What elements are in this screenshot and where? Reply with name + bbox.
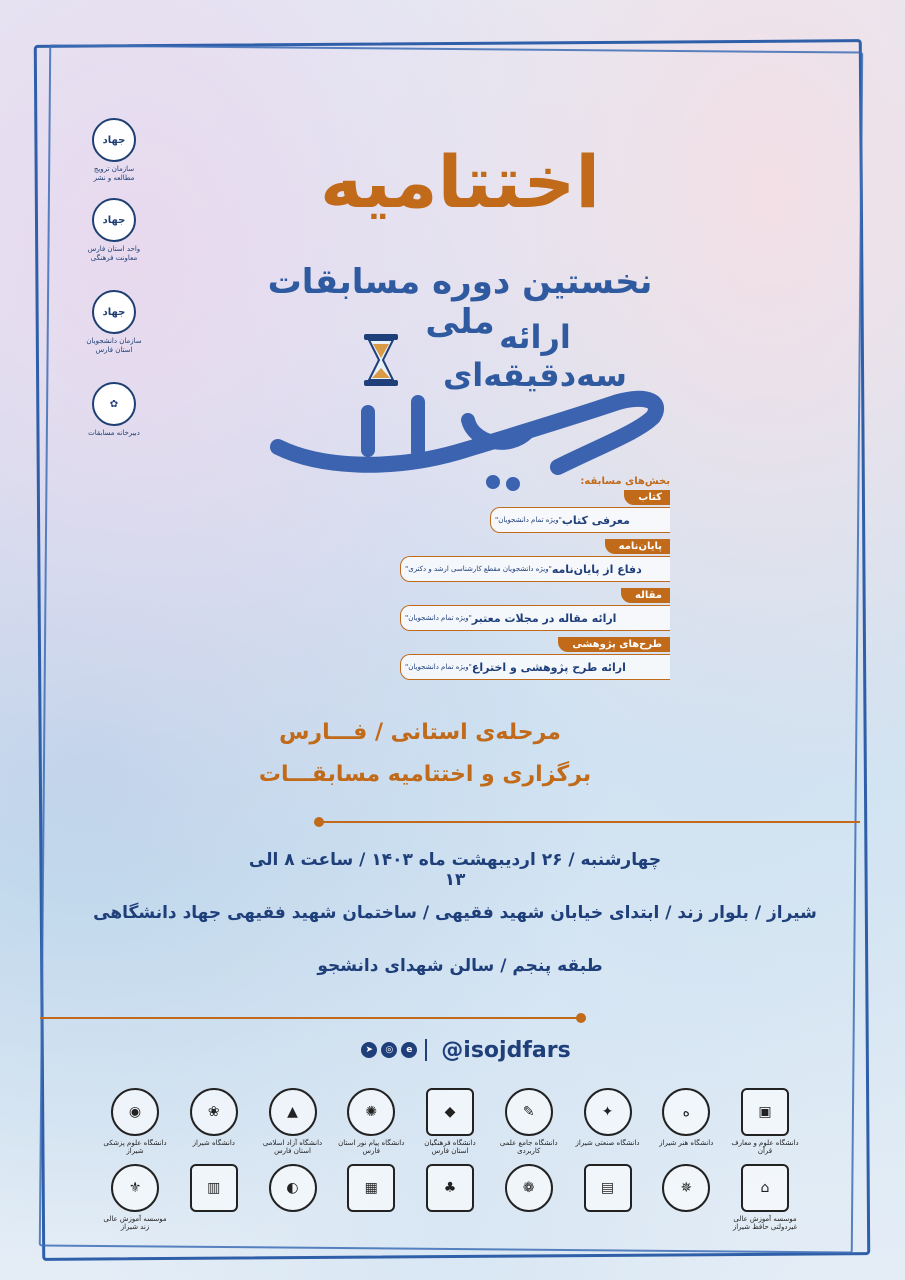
side-logo-3: جهاد سازمان دانشجویان استان فارس	[84, 290, 144, 355]
social-row	[330, 1036, 600, 1064]
institute-logo-icon: ❁	[505, 1164, 553, 1212]
institute-logo-icon: ▤	[584, 1164, 632, 1212]
competition-sections	[400, 476, 670, 686]
partner-logo: ⌂ موسسه آموزش عالی غیردولتی حافظ شیراز	[730, 1164, 800, 1231]
partner-logo	[336, 1164, 406, 1231]
partner-logo: ✺ دانشگاه پیام نور استان فارس	[336, 1088, 406, 1155]
partner-logo: ⚜ موسسه آموزش عالی زند شیراز	[100, 1164, 170, 1231]
partner-logo	[258, 1164, 328, 1231]
section-box: معرفی کتاب "ویژه تمام دانشجویان"	[490, 507, 670, 533]
section-box: ارائه طرح پژوهشی و اختراع "ویژه تمام دانشجویان"	[400, 654, 670, 680]
eitaa-icon[interactable]: e	[401, 1042, 417, 1058]
university-logo-icon: ❀	[190, 1088, 238, 1136]
university-logo-icon: ◆	[426, 1088, 474, 1136]
partner-logo: ◉ دانشگاه علوم پزشکی شیراز	[100, 1088, 170, 1155]
secretariat-logo-icon: ✿	[92, 382, 136, 426]
section-tag: کتاب	[624, 490, 670, 505]
side-logo-1: جهاد سازمان ترویج مطالعه و نشر	[84, 118, 144, 183]
partner-logos-row-1	[100, 1088, 800, 1155]
separator	[425, 1039, 427, 1061]
divider-dot	[314, 817, 324, 827]
partner-logo	[494, 1164, 564, 1231]
university-logo-icon: ▣	[741, 1088, 789, 1136]
sections-heading: بخش‌های مسابقه:	[580, 476, 670, 487]
divider-dot	[576, 1013, 586, 1023]
section-box: دفاع از پایان‌نامه "ویژه دانشجویان مقطع کارشناسی ارشد و دکتری"	[400, 556, 670, 582]
partner-logo	[415, 1164, 485, 1231]
social-handle[interactable]: @isojdfars	[441, 1037, 571, 1063]
jahad-logo-icon: جهاد	[92, 118, 136, 162]
institute-logo-icon: ⌂	[741, 1164, 789, 1212]
telegram-icon[interactable]: ➤	[361, 1042, 377, 1058]
section-tag: پایان‌نامه	[605, 539, 670, 554]
university-logo-icon: ه	[662, 1088, 710, 1136]
university-logo-icon: ✎	[505, 1088, 553, 1136]
partner-logo	[651, 1164, 721, 1231]
university-logo-icon: ✺	[347, 1088, 395, 1136]
university-logo-icon: ✦	[584, 1088, 632, 1136]
stage-line-2: برگزاری و اختتامیه مسابقـــات	[258, 762, 592, 787]
subtitle-line-2: ارائه سه‌دقیقه‌ای	[442, 318, 628, 394]
section-box: ارائه مقاله در مجلات معتبر "ویژه تمام دانشجویان"	[400, 605, 670, 631]
jahad-logo-icon: جهاد	[92, 198, 136, 242]
partner-logo: ▲ دانشگاه آزاد اسلامی استان فارس	[258, 1088, 328, 1155]
partner-logo: ✦ دانشگاه صنعتی شیراز	[573, 1088, 643, 1155]
jahad-logo-icon: جهاد	[92, 290, 136, 334]
section-tag: طرح‌های پژوهشی	[558, 637, 670, 652]
side-logo-2: جهاد واحد استان فارس معاونت فرهنگی	[84, 198, 144, 263]
university-logo-icon: ▲	[269, 1088, 317, 1136]
partner-logo: ❀ دانشگاه شیراز	[179, 1088, 249, 1155]
event-date: چهارشنبه / ۲۶ اردیبهشت ماه ۱۴۰۳ / ساعت ۸ الی ۱۳	[248, 850, 662, 890]
partner-logo: ▣ دانشگاه علوم و معارف قرآن	[730, 1088, 800, 1155]
institute-logo-icon: ♣	[426, 1164, 474, 1212]
institute-logo-icon: ▦	[347, 1164, 395, 1212]
partner-logo	[179, 1164, 249, 1231]
divider-line	[40, 1017, 580, 1019]
svg-text:سدید: سدید	[468, 492, 471, 493]
institute-logo-icon: ▥	[190, 1164, 238, 1212]
side-logo-4: ✿ دبیرخانه مسابقات	[84, 382, 144, 438]
institute-logo-icon: ⚜	[111, 1164, 159, 1212]
institute-logo-icon: ✵	[662, 1164, 710, 1212]
instagram-icon[interactable]: ◎	[381, 1042, 397, 1058]
institute-logo-icon: ◐	[269, 1164, 317, 1212]
partner-logos-row-2	[100, 1164, 800, 1231]
poster-title: اختتامیه	[319, 140, 601, 224]
partner-logo: ◆ دانشگاه فرهنگیان استان فارس	[415, 1088, 485, 1155]
partner-logo: ✎ دانشگاه جامع علمی کاربردی	[494, 1088, 564, 1155]
divider-line	[320, 821, 860, 823]
section-tag: مقاله	[621, 588, 670, 603]
event-floor: طبقه پنجم / سالن شهدای دانشجو	[317, 956, 603, 976]
partner-logo	[573, 1164, 643, 1231]
university-logo-icon: ◉	[111, 1088, 159, 1136]
partner-logo: ه دانشگاه هنر شیراز	[651, 1088, 721, 1155]
event-address: شیراز / بلوار زند / ابتدای خیابان شهید فقیهی / ساختمان شهید فقیهی جهاد دانشگاهی	[93, 903, 817, 923]
stage-line-1: مرحله‌ی استانی / فـــارس	[279, 720, 561, 745]
subtitle-line-1: نخستین دوره مسابقات ملی	[267, 262, 653, 342]
